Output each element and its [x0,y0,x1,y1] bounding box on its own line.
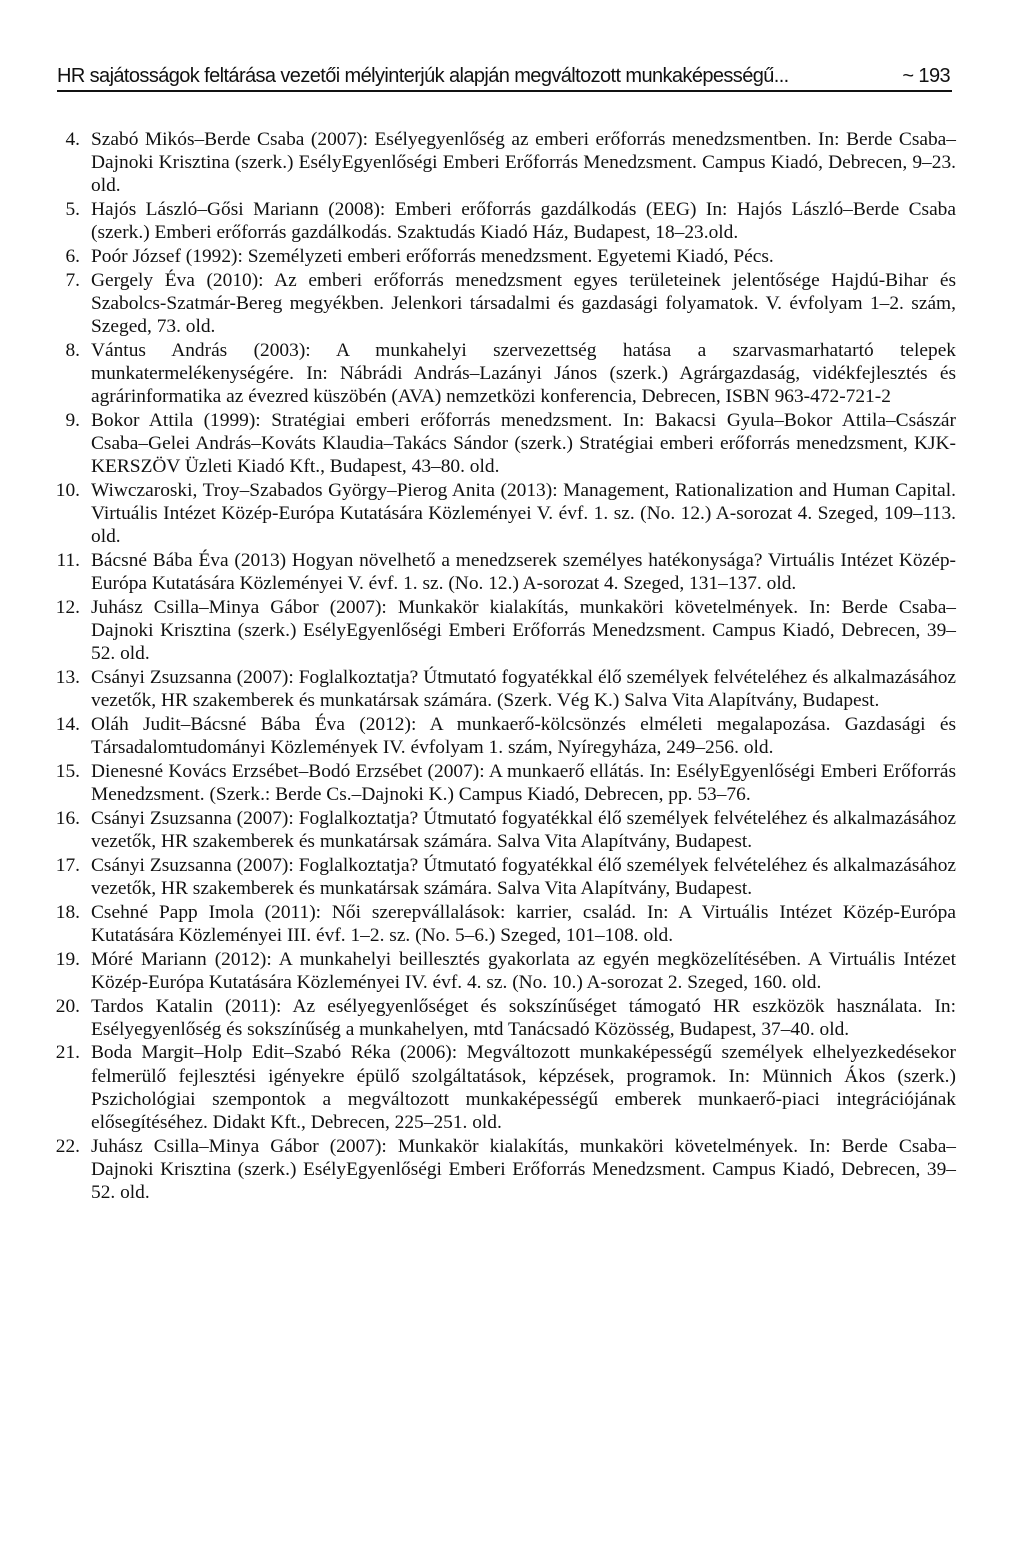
reference-number: 15. [55,760,80,782]
reference-number: 10. [55,480,80,502]
reference-number: 13. [55,667,80,689]
reference-number: 19. [55,948,80,970]
reference-number: 12. [55,597,80,619]
reference-text: Juhász Csilla–Minya Gábor (2007): Munkakör kialakítás, munkaköri követelmények. In: Berde Csaba–Dajnoki Krisztina (szerk.) EsélyEgyenlőségi Emberi Erőforrás Menedzsment. Campus Kiadó, Debrecen, 39–52. old. [91,1135,956,1204]
header-title: HR sajátosságok feltárása vezetői mélyinterjúk alapján megváltozott munkaképességű... [57,65,789,87]
reference-text: Csányi Zsuzsanna (2007): Foglalkoztatja? Útmutató fogyatékkal élő személyek felvételéhez és alkalmazásához vezetők, HR szakemberek és munkatársak számára. Salva Vita Alapítvány, Budapest. [91,854,956,899]
reference-text: Poór József (1992): Személyzeti emberi erőforrás menedzsment. Egyetemi Kiadó, Pécs. [91,246,774,268]
reference-text: Hajós László–Gősi Mariann (2008): Emberi erőforrás gazdálkodás (EEG) In: Hajós László–Berde Csaba (szerk.) Emberi erőforrás gazdálkodás. Szaktudás Kiadó Ház, Budapest, 18–23.old. [91,199,956,244]
reference-item [0,596,1024,666]
reference-text: Bácsné Bába Éva (2013) Hogyan növelhető a menedzserek személyes hatékonysága? Virtuális Intézet Közép-Európa Kutatására Közleményei V. évf. 1. sz. (No. 12.) A-sorozat 4. Szeged, 131–137. old. [91,550,956,595]
reference-item [0,760,1024,806]
reference-text: Csányi Zsuzsanna (2007): Foglalkoztatja? Útmutató fogyatékkal élő személyek felvételéhez és alkalmazásához vezetők, HR szakemberek és munkatársak számára. (Szerk. Vég K.) Salva Vita Alapítvány, Budapest. [91,667,956,712]
reference-text: Tardos Katalin (2011): Az esélyegyenlőséget és sokszínűséget támogató HR eszközök használata. In: Esélyegyenlőség és sokszínűség a munkahelyen, mtd Tanácsadó Közösség, Budapest, 37–40. old. [91,995,956,1040]
reference-item [0,269,1024,339]
reference-text: Oláh Judit–Bácsné Bába Éva (2012): A munkaerő-kölcsönzés elméleti megalapozása. Gazdasági és Társadalomtudományi Közlemények IV. évfolyam 1. szám, Nyíregyháza, 249–256. old. [91,714,956,759]
reference-number: 5. [65,199,80,221]
reference-number: 18. [55,901,80,923]
reference-item [0,409,1024,479]
reference-text: Csányi Zsuzsanna (2007): Foglalkoztatja? Útmutató fogyatékkal élő személyek felvételéhez és alkalmazásához vezetők, HR szakemberek és munkatársak számára. Salva Vita Alapítvány, Budapest. [91,807,956,853]
reference-item [0,339,1024,409]
reference-item [0,948,1024,994]
reference-number: 16. [55,807,80,829]
reference-item [0,901,1024,947]
reference-text: Juhász Csilla–Minya Gábor (2007): Munkakör kialakítás, munkaköri követelmények. In: Berde Csaba–Dajnoki Krisztina (szerk.) EsélyEgyenlőségi Emberi Erőforrás Menedzsment. Campus Kiadó, Debrecen, 39–52. old. [91,597,956,665]
reference-item [0,854,1024,900]
reference-number: 4. [65,129,80,150]
reference-item [0,1041,1024,1134]
reference-text: Wiwczaroski, Troy–Szabados György–Pierog Anita (2013): Management, Rationalization and Human Capital. Virtuális Intézet Közép-Európa Kutatására Közleményei V. évf. 1. sz. (No. 12.) A-sorozat 4. Szeged, 109–113. old. [91,480,956,548]
reference-item [0,995,1024,1041]
reference-number: 20. [55,995,80,1017]
reference-list [0,128,1024,1205]
reference-text: Vántus András (2003): A munkahelyi szervezettség hatása a szarvasmarhatartó telepek munkatermelékenységére. In: Nábrádi András–Lazányi János (szerk.) Agrárgazdaság, vidékfejlesztés és agrárinformatika az évezred küszöbén (AVA) nemzetközi konferencia, Debrecen, ISBN 963-472-721-2 [91,339,956,408]
reference-item [0,549,1024,595]
reference-item [0,128,1024,198]
reference-text: Móré Mariann (2012): A munkahelyi beillesztés gyakorlata az egyén megközelítésében. A Virtuális Intézet Közép-Európa Kutatására Közleményei IV. évf. 4. sz. (No. 10.) A-sorozat 2. Szeged, 160. old. [91,948,956,993]
reference-number: 11. [56,550,80,572]
reference-text: Dienesné Kovács Erzsébet–Bodó Erzsébet (2007): A munkaerő ellátás. In: EsélyEgyenlőségi Emberi Erőforrás Menedzsment. (Szerk.: Berde Cs.–Dajnoki K.) Campus Kiadó, Debrecen, pp. 53–76. [91,760,956,806]
reference-text: Bokor Attila (1999): Stratégiai emberi erőforrás menedzsment. In: Bakacsi Gyula–Bokor Attila–Császár Csaba–Gelei András–Kováts Klaudia–Takács Sándor (szerk.) Stratégiai emberi erőforrás menedzsment, KJK-KERSZÖV Üzleti Kiadó Kft., Budapest, 43–80. old. [91,409,956,478]
reference-number: 22. [55,1135,80,1157]
reference-number: 17. [55,854,80,876]
running-header [57,58,952,92]
reference-item [0,198,1024,244]
reference-text: Csehné Papp Imola (2011): Női szerepvállalások: karrier, család. In: A Virtuális Intézet Közép-Európa Kutatására Közleményei III. évf. 1–2. sz. (No. 5–6.) Szeged, 101–108. old. [91,901,956,946]
reference-number: 9. [65,409,80,431]
reference-number: 8. [65,339,80,361]
reference-text: Boda Margit–Holp Edit–Szabó Réka (2006): Megváltozott munkaképességű személyek elhelyezkedésekor felmerülő fejlesztési igényekre épülő szolgáltatások, képzések, programok. In: Münnich Ákos (szerk.) Pszichológiai szempontok a megváltozott munkaképességű emberek munkaerő-piaci integrációjának elősegítéséhez. Didakt Kft., Debrecen, 225–251. old. [91,1042,956,1134]
reference-number: 7. [65,269,80,291]
reference-text: Szabó Mikós–Berde Csaba (2007): Esélyegyenlőség az emberi erőforrás menedzsmentben. In: Berde Csaba–Dajnoki Krisztina (szerk.) EsélyEgyenlőségi Emberi Erőforrás Menedzsment. Campus Kiadó, Debrecen, 9–23. old. [91,129,956,197]
reference-item [0,807,1024,853]
page-number: ~ 193 [902,65,950,87]
reference-text: Gergely Éva (2010): Az emberi erőforrás menedzsment egyes területeinek jelentősége Hajdú-Bihar és Szabolcs-Szatmár-Bereg megyékben. Jelenkori társadalmi és gazdasági folyamatok. V. évfolyam 1–2. szám, Szeged, 73. old. [91,269,956,338]
reference-item [0,245,1024,268]
reference-item [0,1135,1024,1205]
reference-item [0,713,1024,759]
reference-item [0,666,1024,712]
reference-item [0,479,1024,549]
reference-number: 21. [55,1042,80,1064]
reference-number: 14. [55,714,80,736]
reference-number: 6. [65,246,80,268]
